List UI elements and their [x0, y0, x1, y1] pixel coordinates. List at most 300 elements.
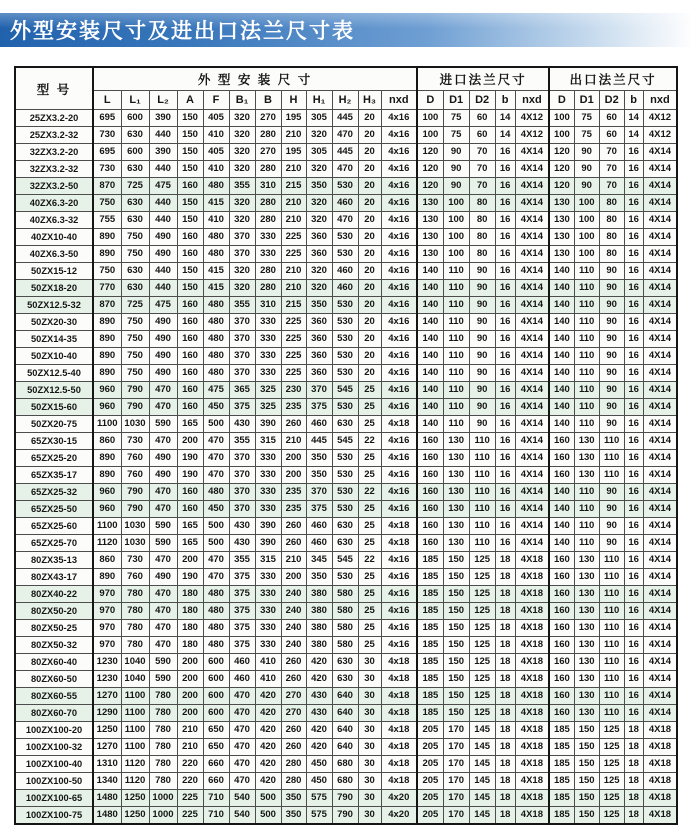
value-cell: 375	[229, 399, 255, 416]
value-cell: 4x16	[381, 178, 417, 195]
value-cell: 20	[358, 144, 381, 161]
value-cell: 450	[203, 399, 229, 416]
value-cell: 320	[229, 263, 255, 280]
value-cell: 130	[417, 195, 443, 212]
value-cell: 18	[495, 552, 515, 569]
value-cell: 370	[229, 467, 255, 484]
table-row	[15, 280, 677, 297]
table-row	[15, 518, 677, 535]
value-cell: 630	[121, 161, 149, 178]
column-header: H	[281, 91, 306, 110]
value-cell: 860	[93, 552, 121, 569]
value-cell: 310	[255, 297, 281, 314]
value-cell: 4X14	[643, 144, 677, 161]
value-cell: 780	[121, 586, 149, 603]
value-cell: 760	[121, 467, 149, 484]
value-cell: 4X14	[515, 331, 549, 348]
model-cell: 80ZX43-17	[15, 569, 93, 586]
table-row	[15, 178, 677, 195]
value-cell: 970	[93, 586, 121, 603]
value-cell: 890	[93, 365, 121, 382]
value-cell: 330	[255, 450, 281, 467]
value-cell: 590	[149, 671, 177, 688]
value-cell: 90	[599, 314, 624, 331]
value-cell: 780	[149, 688, 177, 705]
value-cell: 530	[332, 365, 358, 382]
model-cell: 65ZX25-50	[15, 501, 93, 518]
value-cell: 355	[229, 552, 255, 569]
value-cell: 4X14	[643, 161, 677, 178]
value-cell: 390	[149, 110, 177, 127]
value-cell: 405	[203, 110, 229, 127]
value-cell: 130	[574, 552, 599, 569]
value-cell: 16	[495, 280, 515, 297]
value-cell: 4x18	[381, 722, 417, 739]
value-cell: 130	[417, 212, 443, 229]
value-cell: 140	[417, 382, 443, 399]
value-cell: 630	[332, 518, 358, 535]
value-cell: 280	[255, 161, 281, 178]
value-cell: 240	[281, 603, 306, 620]
value-cell: 130	[574, 705, 599, 722]
value-cell: 630	[121, 212, 149, 229]
value-cell: 210	[281, 280, 306, 297]
value-cell: 460	[332, 280, 358, 297]
value-cell: 970	[93, 603, 121, 620]
value-cell: 410	[203, 161, 229, 178]
value-cell: 110	[574, 416, 599, 433]
value-cell: 4x16	[381, 637, 417, 654]
value-cell: 150	[177, 144, 203, 161]
column-header: nxd	[381, 91, 417, 110]
model-cell: 32ZX3.2-20	[15, 144, 93, 161]
value-cell: 480	[203, 297, 229, 314]
value-cell: 190	[177, 450, 203, 467]
value-cell: 355	[229, 433, 255, 450]
value-cell: 90	[599, 399, 624, 416]
value-cell: 4X18	[643, 722, 677, 739]
value-cell: 4X14	[515, 161, 549, 178]
value-cell: 345	[306, 552, 332, 569]
value-cell: 140	[417, 280, 443, 297]
value-cell: 4X18	[515, 688, 549, 705]
value-cell: 110	[599, 688, 624, 705]
value-cell: 110	[599, 569, 624, 586]
value-cell: 185	[417, 603, 443, 620]
value-cell: 140	[549, 416, 574, 433]
value-cell: 100	[443, 246, 469, 263]
value-cell: 140	[417, 314, 443, 331]
value-cell: 16	[495, 195, 515, 212]
value-cell: 80	[599, 212, 624, 229]
value-cell: 230	[281, 382, 306, 399]
value-cell: 110	[469, 518, 495, 535]
value-cell: 16	[495, 433, 515, 450]
value-cell: 16	[495, 450, 515, 467]
value-cell: 20	[358, 365, 381, 382]
value-cell: 130	[574, 603, 599, 620]
value-cell: 1030	[121, 416, 149, 433]
value-cell: 360	[306, 348, 332, 365]
value-cell: 4X14	[643, 518, 677, 535]
value-cell: 185	[549, 807, 574, 825]
value-cell: 4x18	[381, 688, 417, 705]
value-cell: 280	[255, 280, 281, 297]
value-cell: 500	[203, 518, 229, 535]
value-cell: 18	[495, 688, 515, 705]
value-cell: 185	[417, 671, 443, 688]
value-cell: 110	[599, 467, 624, 484]
value-cell: 480	[203, 348, 229, 365]
value-cell: 330	[255, 331, 281, 348]
value-cell: 320	[229, 127, 255, 144]
value-cell: 170	[443, 807, 469, 825]
value-cell: 200	[177, 688, 203, 705]
value-cell: 430	[306, 688, 332, 705]
value-cell: 4X14	[643, 620, 677, 637]
value-cell: 16	[624, 416, 643, 433]
value-cell: 210	[281, 263, 306, 280]
value-cell: 160	[417, 450, 443, 467]
value-cell: 530	[332, 450, 358, 467]
value-cell: 330	[255, 467, 281, 484]
value-cell: 165	[177, 535, 203, 552]
model-cell: 100ZX100-20	[15, 722, 93, 739]
value-cell: 16	[624, 314, 643, 331]
value-cell: 780	[149, 756, 177, 773]
value-cell: 20	[358, 229, 381, 246]
value-cell: 4X14	[643, 467, 677, 484]
value-cell: 110	[574, 280, 599, 297]
value-cell: 210	[281, 212, 306, 229]
value-cell: 145	[469, 756, 495, 773]
value-cell: 125	[469, 671, 495, 688]
value-cell: 4x18	[381, 671, 417, 688]
value-cell: 125	[599, 790, 624, 807]
model-cell: 50ZX12.5-32	[15, 297, 93, 314]
value-cell: 20	[358, 331, 381, 348]
value-cell: 30	[358, 807, 381, 825]
value-cell: 370	[229, 246, 255, 263]
value-cell: 30	[358, 722, 381, 739]
value-cell: 120	[417, 161, 443, 178]
value-cell: 790	[121, 399, 149, 416]
value-cell: 160	[549, 603, 574, 620]
value-cell: 185	[549, 722, 574, 739]
model-cell: 80ZX50-20	[15, 603, 93, 620]
model-cell: 65ZX35-17	[15, 467, 93, 484]
value-cell: 350	[306, 297, 332, 314]
value-cell: 180	[177, 637, 203, 654]
value-cell: 575	[306, 807, 332, 825]
value-cell: 490	[149, 331, 177, 348]
value-cell: 4x16	[381, 501, 417, 518]
value-cell: 16	[624, 518, 643, 535]
value-cell: 960	[93, 399, 121, 416]
value-cell: 190	[177, 569, 203, 586]
value-cell: 80	[599, 246, 624, 263]
value-cell: 790	[121, 484, 149, 501]
value-cell: 1480	[93, 790, 121, 807]
value-cell: 130	[574, 637, 599, 654]
value-cell: 4X14	[515, 501, 549, 518]
value-cell: 1100	[121, 722, 149, 739]
value-cell: 330	[255, 586, 281, 603]
value-cell: 4X18	[515, 637, 549, 654]
value-cell: 500	[203, 535, 229, 552]
value-cell: 16	[495, 314, 515, 331]
value-cell: 110	[574, 365, 599, 382]
value-cell: 4X14	[643, 484, 677, 501]
value-cell: 160	[549, 705, 574, 722]
value-cell: 140	[549, 382, 574, 399]
value-cell: 150	[443, 552, 469, 569]
value-cell: 110	[443, 297, 469, 314]
value-cell: 160	[549, 450, 574, 467]
value-cell: 140	[417, 399, 443, 416]
value-cell: 470	[203, 467, 229, 484]
value-cell: 480	[203, 586, 229, 603]
value-cell: 4X14	[643, 365, 677, 382]
value-cell: 750	[93, 263, 121, 280]
value-cell: 210	[281, 127, 306, 144]
exterior-dims-group-header: 外 型 安 装 尺 寸	[93, 67, 417, 91]
value-cell: 4X14	[643, 569, 677, 586]
value-cell: 730	[121, 433, 149, 450]
value-cell: 890	[93, 331, 121, 348]
value-cell: 16	[495, 178, 515, 195]
column-header: L₂	[149, 91, 177, 110]
value-cell: 160	[549, 586, 574, 603]
value-cell: 140	[549, 263, 574, 280]
value-cell: 185	[417, 586, 443, 603]
table-row	[15, 501, 677, 518]
value-cell: 530	[332, 229, 358, 246]
value-cell: 490	[149, 246, 177, 263]
value-cell: 450	[306, 756, 332, 773]
value-cell: 440	[149, 161, 177, 178]
value-cell: 355	[229, 178, 255, 195]
value-cell: 530	[332, 501, 358, 518]
value-cell: 315	[255, 552, 281, 569]
value-cell: 130	[549, 212, 574, 229]
value-cell: 130	[549, 246, 574, 263]
value-cell: 1040	[121, 671, 149, 688]
value-cell: 1030	[121, 535, 149, 552]
value-cell: 4X14	[643, 552, 677, 569]
value-cell: 130	[574, 654, 599, 671]
value-cell: 16	[624, 382, 643, 399]
value-cell: 160	[549, 688, 574, 705]
value-cell: 125	[469, 620, 495, 637]
value-cell: 80	[599, 229, 624, 246]
value-cell: 4X14	[515, 212, 549, 229]
value-cell: 870	[93, 297, 121, 314]
value-cell: 80	[469, 212, 495, 229]
model-cell: 80ZX60-40	[15, 654, 93, 671]
value-cell: 170	[443, 773, 469, 790]
model-cell: 80ZX50-25	[15, 620, 93, 637]
value-cell: 160	[417, 535, 443, 552]
value-cell: 18	[624, 722, 643, 739]
value-cell: 18	[495, 773, 515, 790]
value-cell: 16	[624, 586, 643, 603]
value-cell: 4x18	[381, 416, 417, 433]
value-cell: 16	[495, 229, 515, 246]
value-cell: 25	[358, 518, 381, 535]
value-cell: 970	[93, 620, 121, 637]
value-cell: 790	[121, 501, 149, 518]
value-cell: 185	[417, 620, 443, 637]
column-header: D1	[443, 91, 469, 110]
value-cell: 16	[495, 382, 515, 399]
value-cell: 445	[306, 433, 332, 450]
model-cell: 50ZX10-40	[15, 348, 93, 365]
value-cell: 90	[469, 416, 495, 433]
value-cell: 25	[358, 637, 381, 654]
value-cell: 75	[443, 110, 469, 127]
value-cell: 660	[203, 756, 229, 773]
value-cell: 16	[624, 433, 643, 450]
value-cell: 110	[574, 484, 599, 501]
value-cell: 370	[229, 229, 255, 246]
value-cell: 1270	[93, 739, 121, 756]
model-cell: 80ZX50-32	[15, 637, 93, 654]
value-cell: 730	[121, 552, 149, 569]
value-cell: 185	[417, 552, 443, 569]
value-cell: 140	[417, 348, 443, 365]
table-row	[15, 569, 677, 586]
value-cell: 110	[574, 382, 599, 399]
value-cell: 16	[624, 484, 643, 501]
value-cell: 100	[574, 229, 599, 246]
value-cell: 440	[149, 280, 177, 297]
value-cell: 1000	[149, 790, 177, 807]
value-cell: 260	[281, 518, 306, 535]
value-cell: 320	[306, 263, 332, 280]
value-cell: 350	[306, 569, 332, 586]
value-cell: 130	[549, 229, 574, 246]
value-cell: 16	[495, 467, 515, 484]
value-cell: 640	[332, 722, 358, 739]
value-cell: 330	[255, 569, 281, 586]
value-cell: 20	[358, 348, 381, 365]
table-row	[15, 620, 677, 637]
value-cell: 420	[255, 705, 281, 722]
value-cell: 18	[495, 790, 515, 807]
value-cell: 405	[203, 144, 229, 161]
value-cell: 760	[121, 450, 149, 467]
value-cell: 130	[417, 229, 443, 246]
value-cell: 150	[443, 569, 469, 586]
value-cell: 160	[177, 331, 203, 348]
model-cell: 50ZX20-30	[15, 314, 93, 331]
value-cell: 16	[495, 263, 515, 280]
value-cell: 420	[255, 739, 281, 756]
value-cell: 90	[469, 331, 495, 348]
value-cell: 410	[203, 212, 229, 229]
table-row	[15, 637, 677, 654]
value-cell: 4X14	[643, 263, 677, 280]
value-cell: 165	[177, 416, 203, 433]
column-header: L₁	[121, 91, 149, 110]
model-cell: 80ZX60-50	[15, 671, 93, 688]
value-cell: 870	[93, 178, 121, 195]
value-cell: 330	[255, 637, 281, 654]
value-cell: 600	[203, 671, 229, 688]
value-cell: 475	[203, 382, 229, 399]
value-cell: 150	[443, 586, 469, 603]
value-cell: 430	[229, 535, 255, 552]
value-cell: 1100	[121, 705, 149, 722]
value-cell: 240	[281, 586, 306, 603]
table-row	[15, 399, 677, 416]
value-cell: 100	[443, 212, 469, 229]
model-cell: 100ZX100-32	[15, 739, 93, 756]
model-cell: 50ZX14-35	[15, 331, 93, 348]
value-cell: 440	[149, 263, 177, 280]
value-cell: 500	[255, 807, 281, 825]
value-cell: 14	[624, 110, 643, 127]
value-cell: 445	[332, 110, 358, 127]
value-cell: 16	[624, 467, 643, 484]
value-cell: 120	[549, 144, 574, 161]
value-cell: 4X12	[643, 110, 677, 127]
value-cell: 90	[443, 178, 469, 195]
value-cell: 280	[255, 195, 281, 212]
value-cell: 440	[149, 212, 177, 229]
value-cell: 90	[599, 501, 624, 518]
value-cell: 22	[358, 552, 381, 569]
value-cell: 470	[149, 501, 177, 518]
value-cell: 470	[203, 552, 229, 569]
value-cell: 70	[469, 144, 495, 161]
value-cell: 4X14	[643, 331, 677, 348]
model-cell: 50ZX15-12	[15, 263, 93, 280]
value-cell: 225	[281, 314, 306, 331]
value-cell: 4X14	[643, 195, 677, 212]
value-cell: 4x16	[381, 484, 417, 501]
value-cell: 4x16	[381, 212, 417, 229]
value-cell: 25	[358, 450, 381, 467]
value-cell: 630	[121, 127, 149, 144]
value-cell: 390	[255, 535, 281, 552]
table-row	[15, 263, 677, 280]
value-cell: 180	[177, 586, 203, 603]
value-cell: 16	[624, 705, 643, 722]
value-cell: 160	[417, 467, 443, 484]
value-cell: 370	[229, 365, 255, 382]
value-cell: 90	[443, 144, 469, 161]
table-header	[15, 67, 677, 110]
value-cell: 20	[358, 314, 381, 331]
model-cell: 80ZX40-22	[15, 586, 93, 603]
model-cell: 40ZX6.3-20	[15, 195, 93, 212]
value-cell: 70	[599, 161, 624, 178]
value-cell: 110	[574, 348, 599, 365]
value-cell: 16	[624, 399, 643, 416]
value-cell: 330	[255, 501, 281, 518]
table-row	[15, 773, 677, 790]
value-cell: 1120	[93, 535, 121, 552]
value-cell: 590	[149, 535, 177, 552]
value-cell: 390	[149, 144, 177, 161]
value-cell: 4x16	[381, 246, 417, 263]
value-cell: 480	[203, 246, 229, 263]
value-cell: 110	[599, 671, 624, 688]
value-cell: 90	[599, 382, 624, 399]
value-cell: 150	[443, 671, 469, 688]
